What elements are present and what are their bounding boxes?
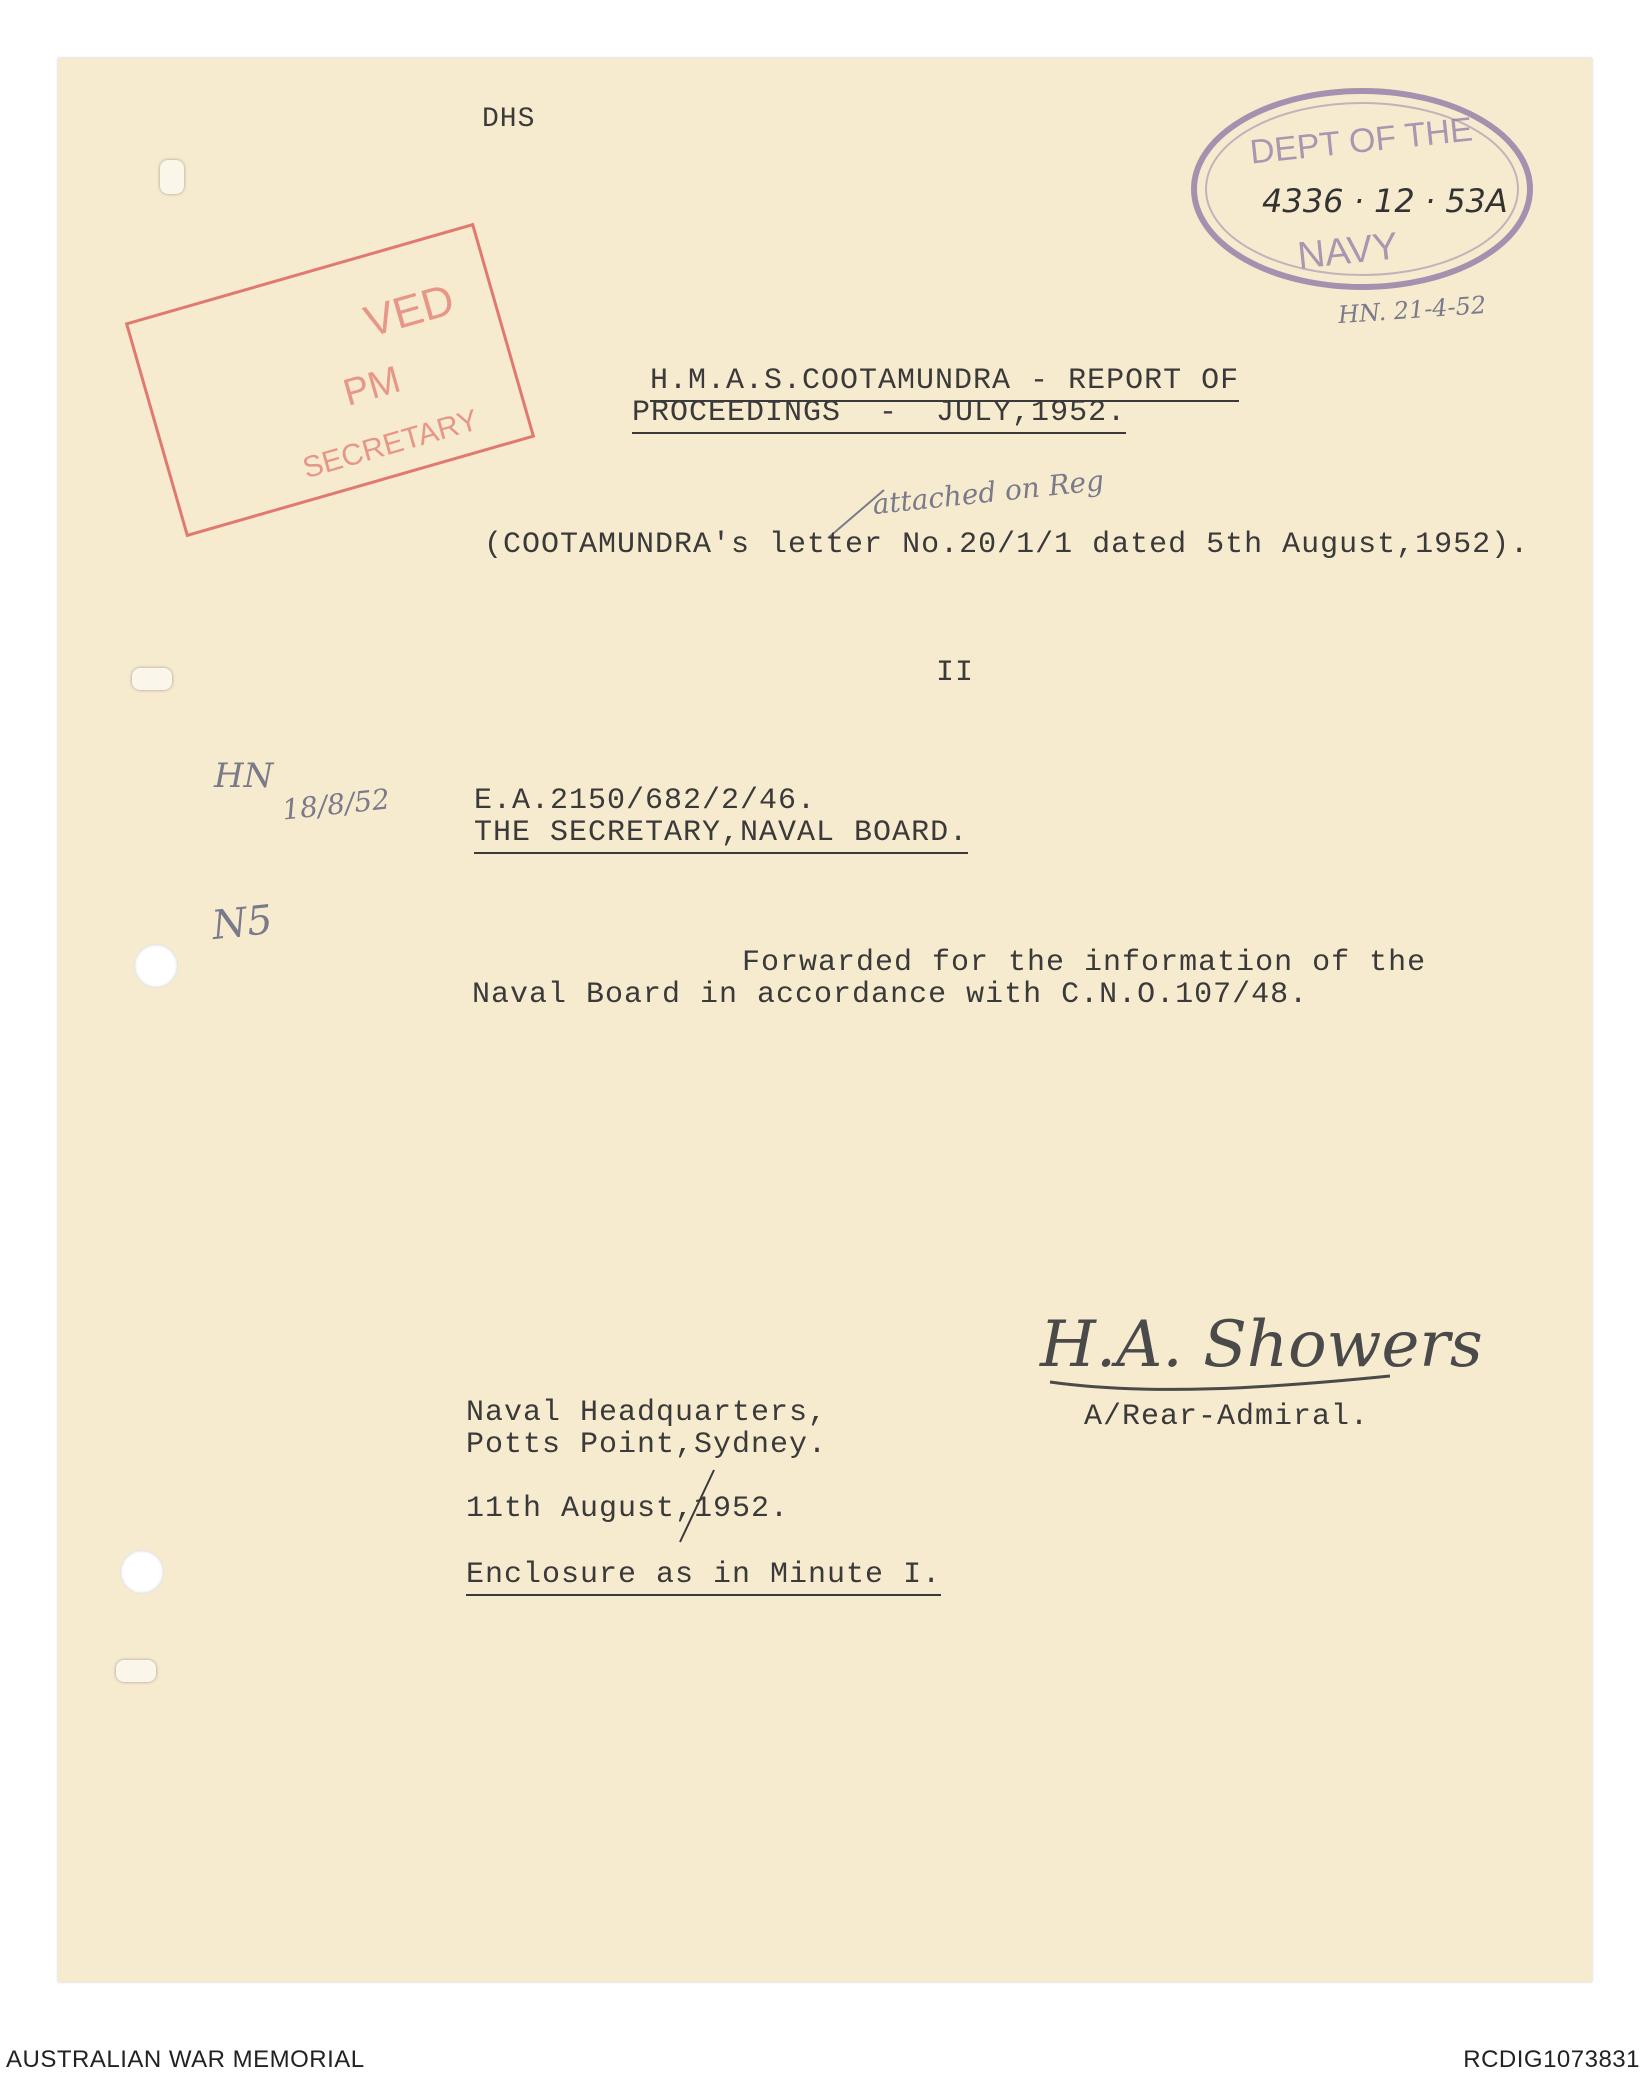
footer-id: RCDIG1073831: [1463, 2046, 1640, 2073]
received-stamp-line3: SECRETARY: [299, 403, 482, 486]
minute-number: II: [936, 656, 975, 690]
body-line-2: Naval Board in accordance with C.N.O.107/48.: [472, 978, 1309, 1012]
title-line-1: H.M.A.S.COOTAMUNDRA - REPORT OF: [650, 364, 1239, 402]
staple-mark-3: [116, 1660, 156, 1682]
punch-hole-lower: [120, 1550, 164, 1594]
staple-mark-2: [132, 668, 172, 690]
address-line-1: Naval Headquarters,: [466, 1396, 828, 1430]
date-line: 11th August,1952.: [466, 1492, 790, 1526]
reference-line: (COOTAMUNDRA's letter No.20/1/1 dated 5th August,1952).: [484, 528, 1530, 562]
initials: DHS: [482, 104, 536, 135]
signature-text: H.A. Showers: [1040, 1308, 1483, 1382]
navy-stamp-top-text: DEPT OF THE: [1248, 110, 1475, 172]
title-line-2: PROCEEDINGS - JULY,1952.: [632, 396, 1126, 434]
received-stamp-line1: VED: [359, 274, 460, 347]
attached-note: attached on Reg: [870, 463, 1106, 522]
body-line-1: Forwarded for the information of the: [742, 946, 1427, 980]
hn-stamp-date: HN. 21-4-52: [1337, 290, 1488, 330]
file-reference: E.A.2150/682/2/46.: [474, 784, 817, 818]
punch-hole-upper: [134, 944, 178, 988]
date-slash-mark: [672, 1466, 722, 1546]
n5-note: N5: [209, 896, 275, 950]
navy-stamp-bottom-text: NAVY: [1295, 225, 1401, 278]
enclosure-line: Enclosure as in Minute I.: [466, 1558, 941, 1596]
navy-stamp-number: 4336 · 12 · 53A: [1262, 182, 1508, 220]
received-stamp-line2: PM: [338, 358, 406, 415]
hn-initials: HN: [214, 756, 274, 796]
addressee: THE SECRETARY,NAVAL BOARD.: [474, 816, 968, 854]
received-stamp: [130, 200, 530, 560]
address-line-2: Potts Point,Sydney.: [466, 1428, 828, 1462]
signature: [1030, 1296, 1483, 1406]
hn-date: 18/8/52: [280, 782, 392, 827]
footer-source: AUSTRALIAN WAR MEMORIAL: [6, 2046, 365, 2073]
signatory-title: A/Rear-Admiral.: [1084, 1400, 1370, 1434]
staple-mark-1: [160, 160, 184, 194]
